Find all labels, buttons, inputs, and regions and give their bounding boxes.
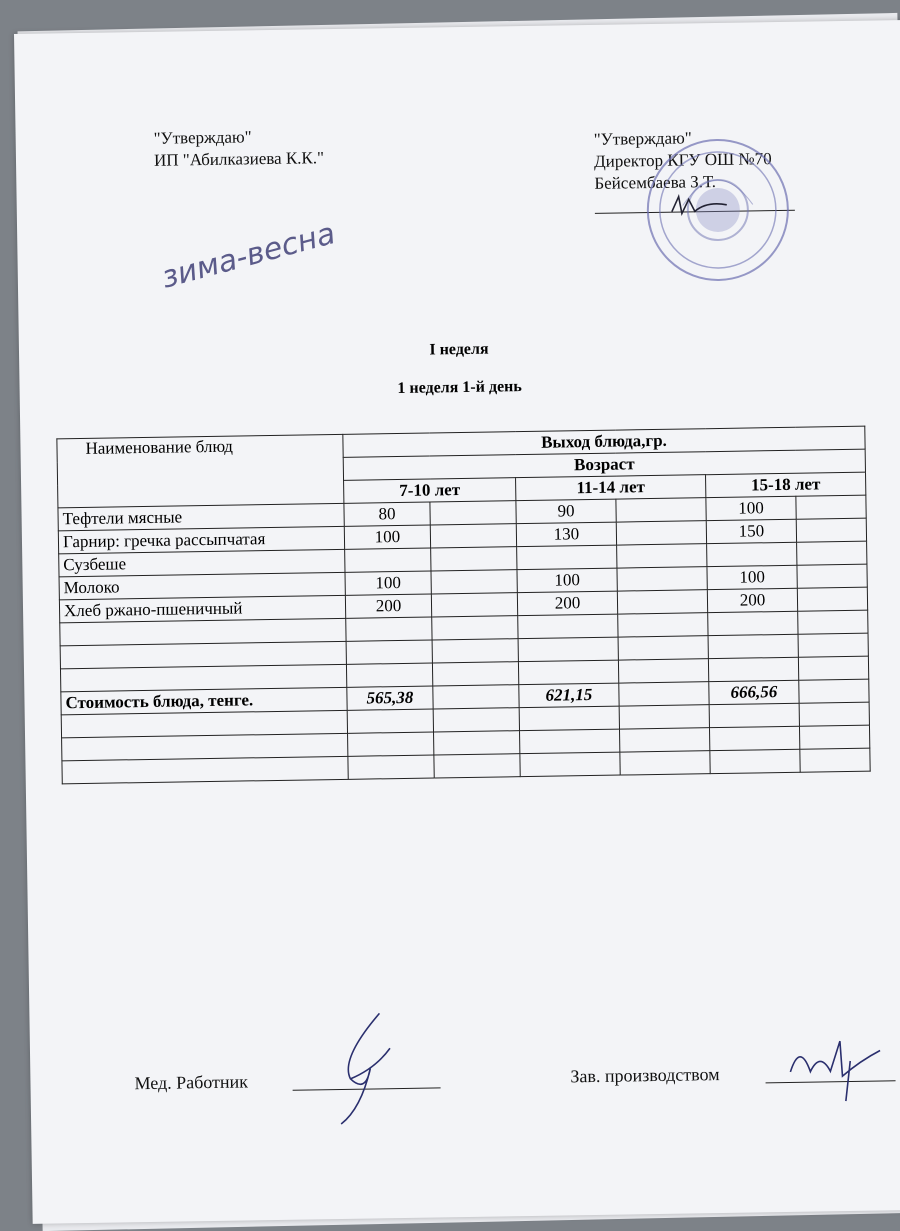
portion-7-10: 80 bbox=[344, 502, 430, 526]
portion-7-10: 100 bbox=[345, 571, 431, 595]
dish-name: Гарнир: гречка рассыпчатая bbox=[58, 526, 344, 553]
handwritten-note: зима-весна bbox=[158, 216, 339, 296]
portion-7-10: 200 bbox=[345, 594, 431, 618]
week-title: I неделя bbox=[429, 340, 489, 359]
dish-name: Молоко bbox=[59, 572, 345, 599]
footer-med-worker-label: Мед. Работник bbox=[134, 1071, 249, 1094]
approval-right-line3: Бейсембаева З.Т. bbox=[594, 171, 717, 193]
header-dish-name: Наименование блюд bbox=[57, 434, 344, 507]
cost-15-18: 666,56 bbox=[709, 680, 799, 704]
header-age-1: 7-10 лет bbox=[344, 478, 516, 504]
portion-15-18: 100 bbox=[706, 496, 796, 520]
portion-7-10 bbox=[345, 548, 431, 572]
approval-right-line2: Директор КГУ ОШ №70 bbox=[593, 149, 772, 171]
approval-right-line1: "Утверждаю" bbox=[593, 128, 692, 149]
footer-production-head-label: Зав. производством bbox=[570, 1064, 720, 1087]
header-output: Выход блюда,гр. bbox=[343, 426, 865, 457]
dish-name: Тефтели мясные bbox=[58, 503, 344, 530]
portion-11-14: 100 bbox=[517, 568, 617, 593]
portion-15-18 bbox=[707, 542, 797, 566]
production-head-signature bbox=[780, 1030, 891, 1112]
portion-15-18: 200 bbox=[707, 588, 797, 612]
portion-11-14 bbox=[517, 545, 617, 570]
header-age-2: 11-14 лет bbox=[516, 475, 706, 501]
cost-label: Стоимость блюда, тенге. bbox=[61, 687, 347, 714]
director-signature bbox=[667, 191, 737, 222]
approval-left-line2: ИП "Абилказиева К.К." bbox=[153, 148, 325, 170]
cost-11-14: 621,15 bbox=[519, 683, 619, 708]
day-title: 1 неделя 1-й день bbox=[397, 378, 522, 398]
portion-11-14: 200 bbox=[517, 591, 617, 616]
med-worker-signature bbox=[319, 1008, 401, 1129]
portion-15-18: 100 bbox=[707, 565, 797, 589]
portion-11-14: 130 bbox=[516, 522, 616, 547]
menu-table bbox=[56, 426, 870, 785]
header-age: Возраст bbox=[343, 449, 865, 480]
document-page bbox=[14, 20, 900, 1224]
portion-7-10: 100 bbox=[344, 525, 430, 549]
dish-name: Сузбеше bbox=[59, 549, 345, 576]
approval-left-line1: "Утверждаю" bbox=[153, 127, 252, 148]
header-age-3: 15-18 лет bbox=[706, 472, 866, 498]
cost-7-10: 565,38 bbox=[347, 686, 433, 710]
portion-11-14: 90 bbox=[516, 499, 616, 524]
dish-name: Хлеб ржано-пшеничный bbox=[59, 595, 345, 622]
portion-15-18: 150 bbox=[706, 519, 796, 543]
